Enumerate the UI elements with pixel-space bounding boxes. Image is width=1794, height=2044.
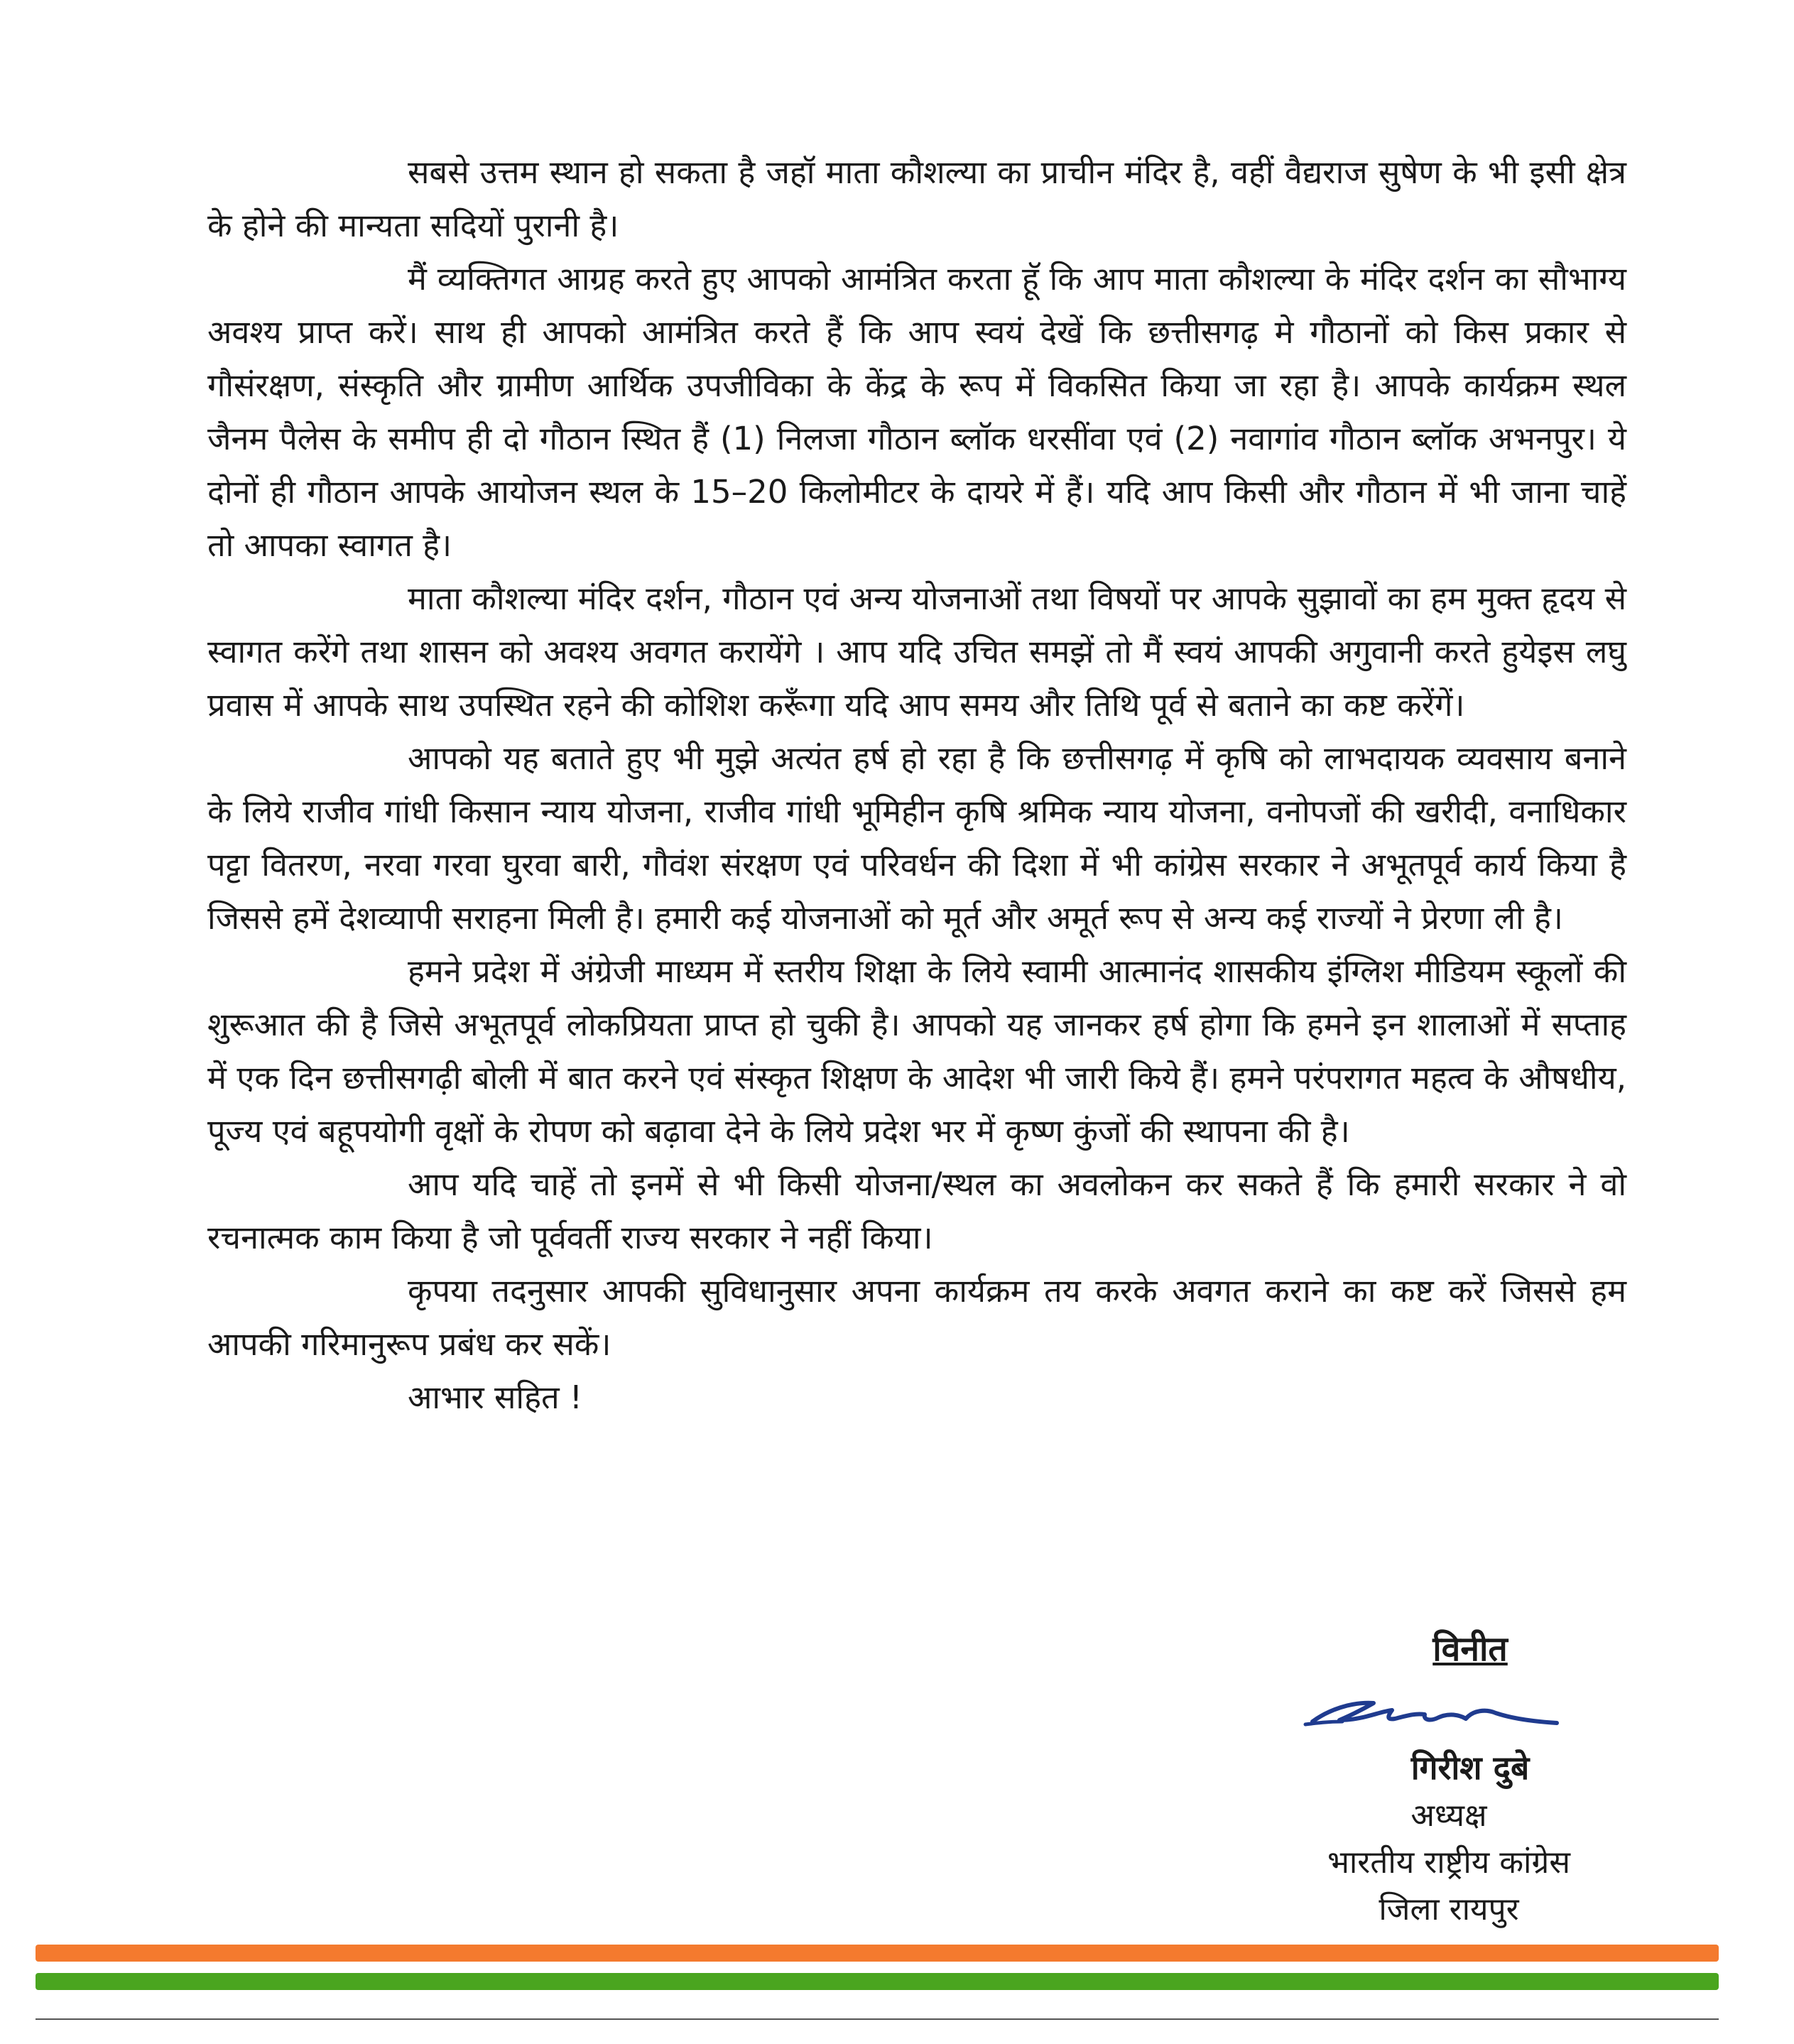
paragraph-education: हमने प्रदेश में अंग्रेजी माध्यम में स्तरीय शिक्षा के लिये स्वामी आत्मानंद शासकीय इंग्लिश मीडियम स्कूलों की शुरूआत की है जिसे अभूतपूर्व लोकप्रियता प्राप्त हो चुकी है। आपको यह जानकर हर्ष होगा कि हमने इन शालाओं में सप्ताह में एक दिन छत्तीसगढ़ी बोली में बात करने एवं संस्कृत शिक्षण के आदेश भी जारी किये हैं। हमने परंपरागत महत्व के औषधीय, पूज्य एवं बहूपयोगी वृक्षों के रोपण को बढ़ावा देने के लिये प्रदेश भर में कृष्ण कुंजों की स्थापना की है।: [207, 952, 1626, 1150]
paragraph-request: कृपया तदनुसार आपकी सुविधानुसार अपना कार्यक्रम तय करके अवगत कराने का कष्ट करें जिससे हम आपकी गरिमानुरूप प्रबंध कर सकें।: [207, 1272, 1626, 1363]
letter-body: [207, 146, 1626, 1424]
handwritten-signature: [1300, 1685, 1570, 1741]
footer-rule: [36, 2018, 1719, 2020]
paragraph-site-visit: आप यदि चाहें तो इनमें से भी किसी योजना/स्थल का अवलोकन कर सकते हैं कि हमारी सरकार ने वो रचनात्मक काम किया है जो पूर्ववर्ती राज्य सरकार ने नहीं किया।: [207, 1165, 1626, 1256]
signatory-designation: अध्यक्ष: [1410, 1798, 1487, 1834]
footer-green-band: [36, 1973, 1719, 1990]
footer-saffron-band: [36, 1945, 1719, 1962]
signature-block: [1264, 1621, 1633, 1933]
paragraph-suggestions: माता कौशल्या मंदिर दर्शन, गौठान एवं अन्य योजनाओं तथा विषयों पर आपके सुझावों का हम मुक्त हृदय से स्वागत करेंगे तथा शासन को अवश्य अवगत करायेंगे । आप यदि उचित समझें तो मैं स्वयं आपकी अगुवानी करते हुयेइस लघु प्रवास में आपके साथ उपस्थित रहने की कोशिश करूँगा यदि आप समय और तिथि पूर्व से बताने का कष्ट करेंगें।: [207, 580, 1626, 724]
signatory-organization: भारतीय राष्ट्रीय कांग्रेस: [1327, 1844, 1571, 1881]
paragraph-agriculture-schemes: आपको यह बताते हुए भी मुझे अत्यंत हर्ष हो रहा है कि छत्तीसगढ़ में कृषि को लाभदायक व्यवसाय बनाने के लिये राजीव गांधी किसान न्याय योजना, राजीव गांधी भूमिहीन कृषि श्रमिक न्याय योजना, वनोपजों की खरीदी, वनाधिकार पट्टा वितरण, नरवा गरवा घुरवा बारी, गौवंश संरक्षण एवं परिवर्धन की दिशा में भी कांग्रेस सरकार ने अभूतपूर्व कार्य किया है जिससे हमें देशव्यापी सराहना मिली है। हमारी कई योजनाओं को मूर्त और अमूर्त रूप से अन्य कई राज्यों ने प्रेरणा ली है।: [207, 739, 1626, 937]
signatory-name: गिरीश दुबे: [1410, 1749, 1530, 1787]
sign-off: विनीत: [1433, 1629, 1508, 1669]
paragraph-invitation: मैं व्यक्तिगत आग्रह करते हुए आपको आमंत्रित करता हूॅ कि आप माता कौशल्या के मंदिर दर्शन का सौभाग्य अवश्य प्राप्त करें। साथ ही आपको आमंत्रित करते हैं कि आप स्वयं देखें कि छत्तीसगढ़ मे गौठानों को किस प्रकार से गौसंरक्षण, संस्कृति और ग्रामीण आर्थिक उपजीविका के केंद्र के रूप में विकसित किया जा रहा है। आपके कार्यक्रम स्थल जैनम पैलेस के समीप ही दो गौठान स्थित हैं (1) निलजा गौठान ब्लॉक धरसींवा एवं (2) नवागांव गौठान ब्लॉक अभनपुर। ये दोनों ही गौठान आपके आयोजन स्थल के 15–20 किलोमीटर के दायरे में हैं। यदि आप किसी और गौठान में भी जाना चाहें तो आपका स्वागत है।: [207, 260, 1626, 564]
closing-line: आभार सहित !: [408, 1379, 582, 1416]
paragraph-location: सबसे उत्तम स्थान हो सकता है जहॉ माता कौशल्या का प्राचीन मंदिर है, वहीं वैद्यराज सुषेण के भी इसी क्षेत्र के होने की मान्यता सदियों पुरानी है।: [207, 153, 1626, 244]
signatory-district: जिला रायपुर: [1379, 1891, 1519, 1928]
